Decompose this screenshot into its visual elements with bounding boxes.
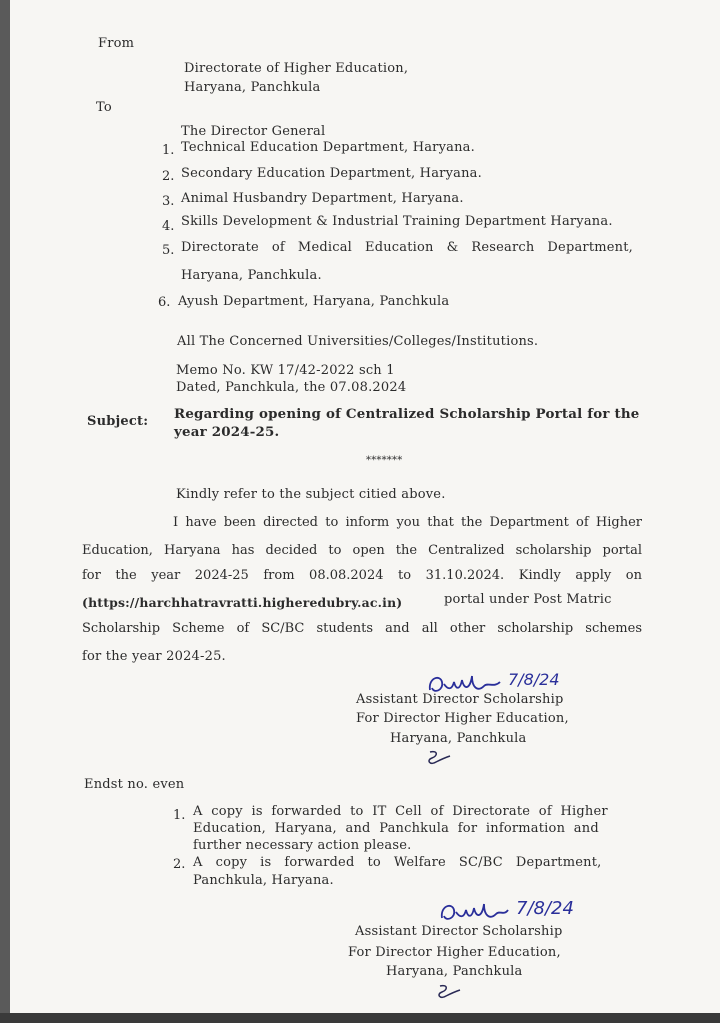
recipient-heading: The Director General bbox=[181, 124, 326, 139]
recipient-6: Ayush Department, Haryana, Panchkula bbox=[178, 294, 450, 309]
body-intro: Kindly refer to the subject citied above. bbox=[176, 487, 446, 502]
also-to-line: All The Concerned Universities/Colleges/Institutions. bbox=[177, 334, 539, 349]
recipient-3: Animal Husbandry Department, Haryana. bbox=[181, 191, 464, 206]
recipient-num-1: 1. bbox=[162, 143, 175, 158]
signature-2-line-2: For Director Higher Education, bbox=[348, 945, 561, 960]
subject-line-1: Regarding opening of Centralized Scholarship Portal for the bbox=[174, 406, 640, 422]
separator: ******* bbox=[366, 455, 403, 466]
signature-1-line-2: For Director Higher Education, bbox=[356, 711, 569, 726]
body-line-5: Scholarship Scheme of SC/BC students and all other scholarship schemes bbox=[82, 621, 642, 636]
recipient-num-5: 5. bbox=[162, 243, 175, 258]
subject-label: Subject: bbox=[87, 414, 149, 429]
copy-num-1: 1. bbox=[173, 808, 186, 823]
body-line-2: Education, Haryana has decided to open the Centralized scholarship portal bbox=[82, 543, 642, 558]
portal-url: (https://harchhatravratti.higheredubry.ac.in) bbox=[82, 595, 403, 610]
body-line-3: for the year 2024-25 from 08.08.2024 to 31.10.2024. Kindly apply on bbox=[82, 568, 642, 583]
recipient-5-cont: Haryana, Panchkula. bbox=[181, 268, 322, 283]
copy-num-2: 2. bbox=[173, 857, 186, 872]
recipient-1: Technical Education Department, Haryana. bbox=[181, 140, 475, 155]
recipient-num-6: 6. bbox=[158, 295, 171, 310]
signature-date-1: 7/8/24 bbox=[508, 670, 560, 689]
signature-2-line-3: Haryana, Panchkula bbox=[386, 964, 523, 979]
scan-edge-bottom bbox=[0, 1013, 720, 1023]
scan-edge-left bbox=[0, 0, 10, 1023]
signature-1-line-1: Assistant Director Scholarship bbox=[356, 692, 564, 707]
signature-1-line-3: Haryana, Panchkula bbox=[390, 731, 527, 746]
signature-2-line-1: Assistant Director Scholarship bbox=[355, 924, 563, 939]
copy-1-line-1: A copy is forwarded to IT Cell of Directorate of Higher bbox=[193, 804, 608, 819]
initial-mark-1 bbox=[424, 748, 454, 770]
body-line-1: I have been directed to inform you that the Department of Higher bbox=[173, 515, 642, 530]
endorsement-number: Endst no. even bbox=[84, 777, 185, 792]
to-label: To bbox=[96, 100, 112, 115]
from-line-1: Directorate of Higher Education, bbox=[184, 61, 409, 76]
recipient-5: Directorate of Medical Education & Research Department, bbox=[181, 240, 634, 255]
copy-2-line-1: A copy is forwarded to Welfare SC/BC Department, bbox=[193, 855, 602, 870]
body-line-6: for the year 2024-25. bbox=[82, 649, 226, 664]
copy-1-line-3: further necessary action please. bbox=[193, 838, 412, 853]
recipient-2: Secondary Education Department, Haryana. bbox=[181, 166, 482, 181]
memo-date: Dated, Panchkula, the 07.08.2024 bbox=[176, 380, 407, 395]
from-line-2: Haryana, Panchkula bbox=[184, 80, 321, 95]
signature-date-2: 7/8/24 bbox=[516, 898, 574, 919]
copy-1-line-2: Education, Haryana, and Panchkula for information and bbox=[193, 821, 599, 836]
memo-number: Memo No. KW 17/42-2022 sch 1 bbox=[176, 363, 395, 378]
initial-mark-2 bbox=[434, 982, 464, 1004]
subject-line-2: year 2024-25. bbox=[174, 424, 280, 440]
recipient-num-2: 2. bbox=[162, 169, 175, 184]
body-line-4: portal under Post Matric bbox=[444, 592, 612, 607]
recipient-num-3: 3. bbox=[162, 194, 175, 209]
copy-2-line-2: Panchkula, Haryana. bbox=[193, 873, 334, 888]
recipient-4: Skills Development & Industrial Training Department Haryana. bbox=[181, 214, 613, 229]
from-label: From bbox=[98, 36, 135, 51]
recipient-num-4: 4. bbox=[162, 219, 175, 234]
